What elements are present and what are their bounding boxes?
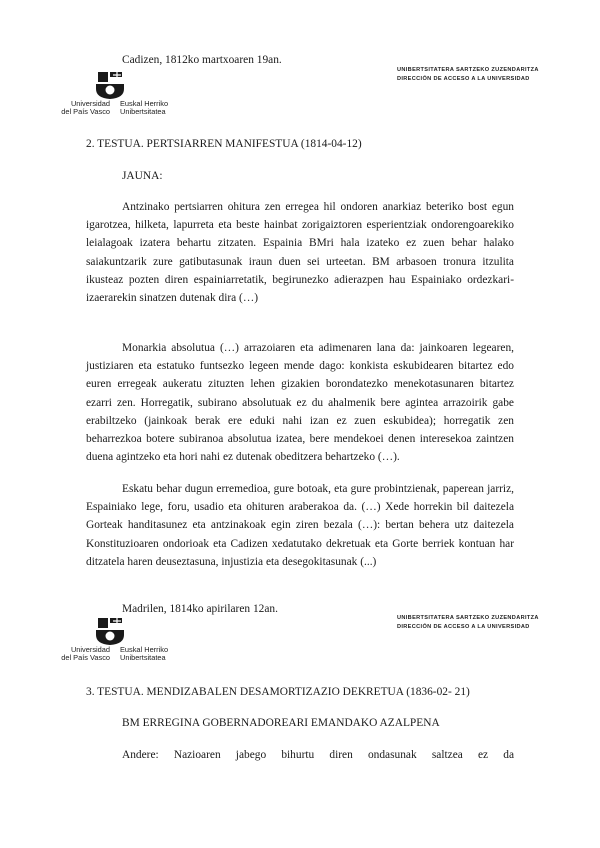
section-2-paragraph-2: Monarkia absolutua (…) arrazoiaren eta adimenaren lana da: jainkoaren legearen, justiziaren eta estatuko funtsezko legeen mende dago: konkista eskubidearen bitartez edo euren erregeak aukeratu zituzten lehen gizakien borondatezko menekotasunaren bitartez ezarri zen. Horregatik, subirano absolutuak ez du ahalmenik bere agintea arrazoirik gabe erabiltzeko (jainkoak berak ere eduki nahi izan ez zuen eskubidea); horregatik zen beharrezkoa botere subiranoa absolutua izatea, bere mendekoei denen interesekoa zaintzen duena agintzeko eta hori nahi ez dutenak obeditzera behartzeko (…).: [86, 342, 514, 464]
university-emblem-icon: [93, 616, 127, 646]
access-directorate-header: [397, 66, 539, 84]
section-2-closing: Madrilen, 1814ko apirilaren 12an.: [122, 603, 278, 615]
logo-text-universidad: Universidad: [70, 645, 110, 654]
logo-text-unibertsitatea: Unibertsitatea: [120, 653, 166, 663]
logo-text-euskal-herriko: Euskal Herriko: [120, 645, 169, 654]
header-basque: UNIBERTSITATERA SARTZEKO ZUZENDARITZA: [397, 67, 539, 73]
section-3-title: 3. TESTUA. MENDIZABALEN DESAMORTIZAZIO DEKRETUA (1836-02- 21): [86, 686, 470, 698]
header-basque: UNIBERTSITATERA SARTZEKO ZUZENDARITZA: [397, 615, 539, 621]
section-3-opening: Andere: Nazioaren jabego bihurtu diren ondasunak saltzea ez da: [122, 749, 514, 761]
header-spanish: DIRECCIÓN DE ACCESO A LA UNIVERSIDAD: [397, 624, 530, 630]
logo-text-universidad: Universidad: [70, 99, 110, 108]
logo-text-del-pais-vasco: del País Vasco: [61, 653, 110, 663]
header-spanish: DIRECCIÓN DE ACCESO A LA UNIVERSIDAD: [397, 76, 530, 82]
university-logo-2: [55, 616, 175, 668]
section-3-subtitle: BM ERREGINA GOBERNADOREARI EMANDAKO AZALPENA: [122, 717, 440, 729]
access-directorate-header-2: [397, 614, 539, 632]
section-2-paragraph-1: Antzinako pertsiarren ohitura zen erregea hil ondoren anarkiaz beteriko bost egun igarotzea, hilketa, lapurreta eta beste hainbat zorigaiztoren esperientziak ondorengoarekiko leialagoak izatera behartu zitzaten. Espainia BMri hala izateko ez zuen behar halako saiakuntzarik zure gatibutasunak iraun duen sei urteetan. BM arbasoen tronura itzulita ikusteaz pozten diren espainiarretatik, begirunezko adierazpen hau Espainiako ordezkari-izaerarekin sinatzen dutenak dira (…): [86, 201, 514, 305]
logo-text-unibertsitatea: Unibertsitatea: [120, 107, 166, 117]
section-2-salutation: JAUNA:: [122, 170, 163, 182]
section-2-paragraph-3: Eskatu behar dugun erremedioa, gure botoak, eta gure probintzienak, paperean jarriz, Espainiako lege, foru, usadio eta ohituren araberakoa da. (…) Xede horrekin bil daitezela Gorteak handitasunez eta antzinakoak egin ziren bezala (…): bertan behera utz daitezela Konstituzioaren ondorioak eta Cadizen xedatutako dekretuak eta Gorte berriek kontuan har ditzatela haren deuseztasuna, injustizia eta desegokitasunak (...): [86, 483, 514, 568]
closing-date-line-1812: Cadizen, 1812ko martxoaren 19an.: [122, 54, 282, 66]
logo-text-del-pais-vasco: del País Vasco: [61, 107, 110, 117]
university-emblem-icon: [93, 70, 127, 100]
section-2-title: 2. TESTUA. PERTSIARREN MANIFESTUA (1814-04-12): [86, 138, 362, 150]
logo-text-euskal-herriko: Euskal Herriko: [120, 99, 169, 108]
university-logo: [55, 70, 175, 122]
